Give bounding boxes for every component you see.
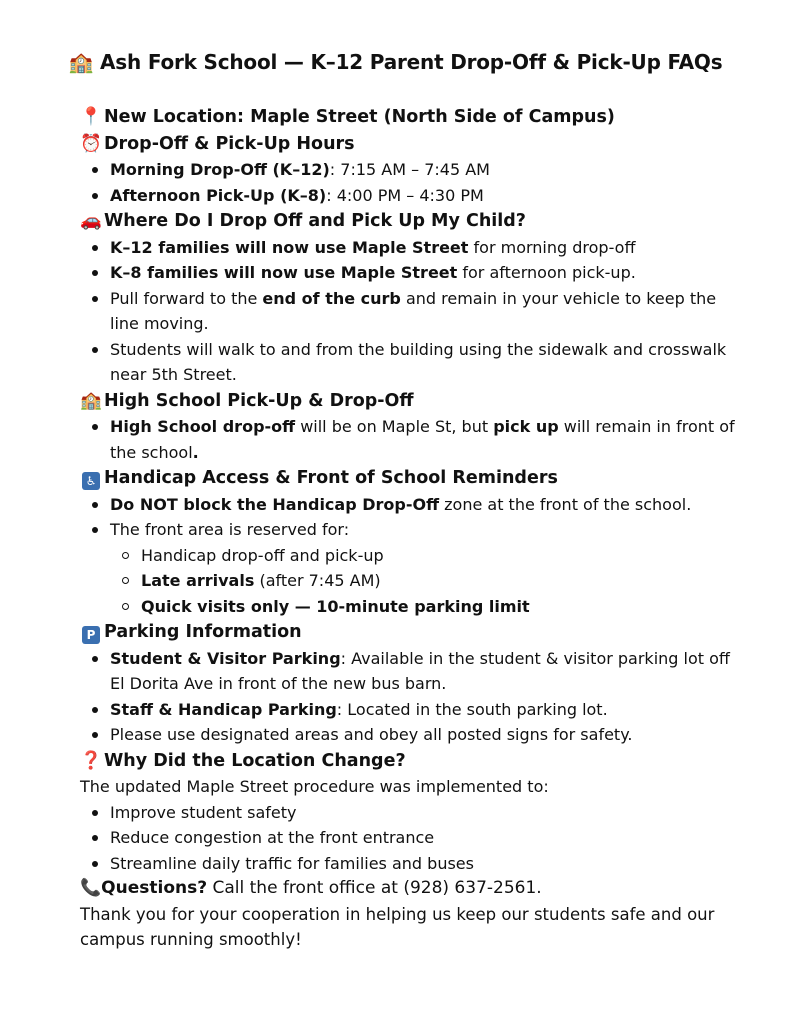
where-list xyxy=(80,235,740,388)
page-title-text: Ash Fork School — K–12 Parent Drop-Off & Pick-Up FAQs xyxy=(100,50,723,74)
pushpin-icon: 📍 xyxy=(80,107,102,127)
telephone-icon: 📞 xyxy=(80,878,102,898)
list-item: Staff & Handicap Parking: Located in the south parking lot. xyxy=(80,697,740,723)
list-item: The front area is reserved for: xyxy=(80,517,740,543)
why-heading: ❓ Why Did the Location Change? xyxy=(80,748,740,775)
list-item: K–8 families will now use Maple Street for afternoon pick-up. xyxy=(80,260,740,286)
list-item: Student & Visitor Parking: Available in the student & visitor parking lot off El Dorita Ave in front of the new bus barn. xyxy=(80,646,740,697)
list-item: Please use designated areas and obey all posted signs for safety. xyxy=(80,722,740,748)
list-item: Do NOT block the Handicap Drop-Off zone at the front of the school. xyxy=(80,492,740,518)
list-item: Handicap drop-off and pick-up xyxy=(80,543,740,569)
parking-heading: P Parking Information xyxy=(80,619,740,646)
list-item: High School drop-off will be on Maple St, but pick up will remain in front of the school. xyxy=(80,414,740,465)
car-icon: 🚗 xyxy=(80,211,102,231)
questions-line: 📞Questions? Call the front office at (928) 637-2561. xyxy=(80,878,542,898)
high-school-list xyxy=(80,414,740,465)
hours-list xyxy=(80,157,740,208)
why-list xyxy=(80,800,740,877)
list-item: Morning Drop-Off (K–12): 7:15 AM – 7:45 AM xyxy=(80,157,740,183)
where-heading: 🚗 Where Do I Drop Off and Pick Up My Child? xyxy=(80,208,740,235)
list-item: Reduce congestion at the front entrance xyxy=(80,825,740,851)
list-item: Quick visits only — 10-minute parking limit xyxy=(80,594,740,620)
parking-list xyxy=(80,646,740,748)
location-heading: 📍 New Location: Maple Street (North Side of Campus) xyxy=(80,104,740,131)
handicap-heading: ♿ Handicap Access & Front of School Reminders xyxy=(80,465,740,492)
reserved-sublist xyxy=(80,543,740,620)
list-item: Afternoon Pick-Up (K–8): 4:00 PM – 4:30 PM xyxy=(80,183,740,209)
list-item: Streamline daily traffic for families and buses xyxy=(80,851,740,877)
list-item: Late arrivals (after 7:45 AM) xyxy=(80,568,740,594)
faq-content xyxy=(80,104,740,953)
closing-text: Thank you for your cooperation in helping us keep our students safe and our campus running smoothly! xyxy=(80,904,715,949)
school-building-icon: 🏫 xyxy=(80,390,102,411)
page-title xyxy=(0,50,791,74)
wheelchair-icon: ♿ xyxy=(80,465,102,492)
school-building-icon: 🏫 xyxy=(68,50,94,74)
question-mark-icon: ❓ xyxy=(80,750,102,771)
why-intro: The updated Maple Street procedure was implemented to: xyxy=(80,777,549,796)
high-school-heading: 🏫 High School Pick-Up & Drop-Off xyxy=(80,388,740,415)
list-item: K–12 families will now use Maple Street for morning drop-off xyxy=(80,235,740,261)
alarm-clock-icon: ⏰ xyxy=(80,133,102,154)
list-item: Improve student safety xyxy=(80,800,740,826)
list-item: Students will walk to and from the building using the sidewalk and crosswalk near 5th Street. xyxy=(80,337,740,388)
hours-heading: ⏰ Drop-Off & Pick-Up Hours xyxy=(80,131,740,158)
handicap-list xyxy=(80,492,740,543)
parking-icon: P xyxy=(80,619,102,646)
list-item: Pull forward to the end of the curb and remain in your vehicle to keep the line moving. xyxy=(80,286,740,337)
